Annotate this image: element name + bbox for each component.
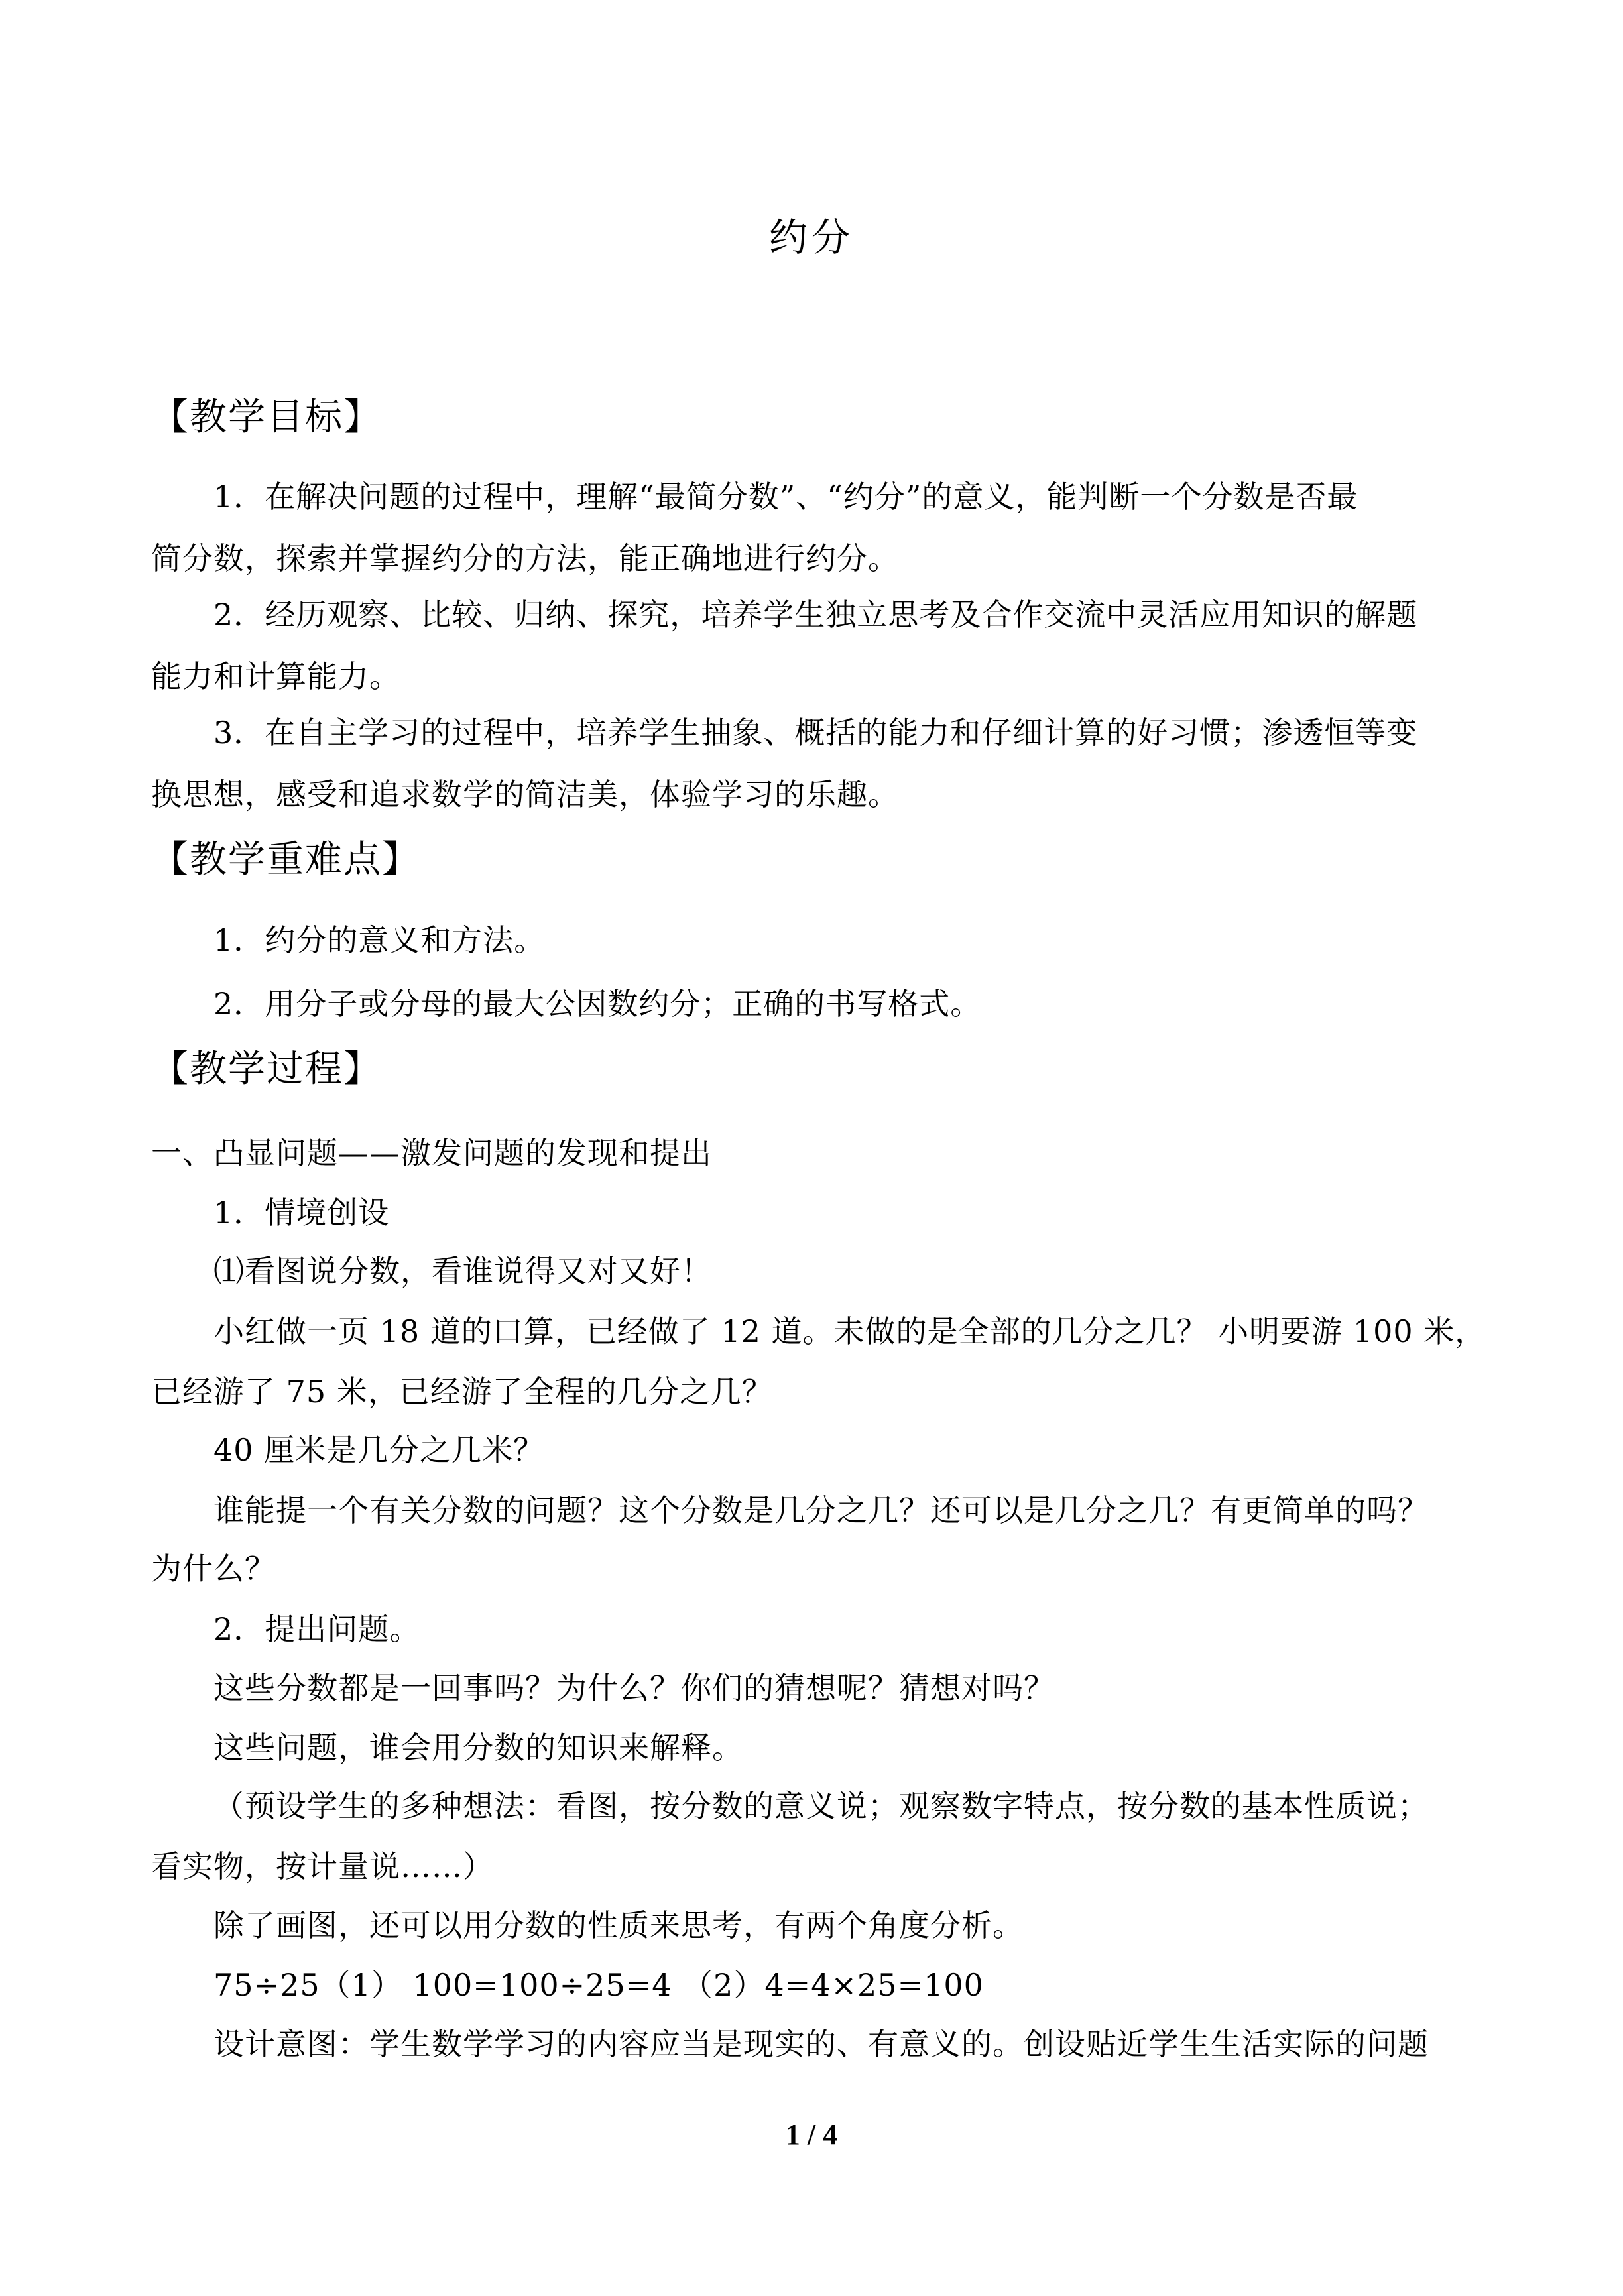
text-line: 简分数，探索并掌握约分的方法，能正确地进行约分。 bbox=[151, 540, 899, 576]
heading-teaching-process: 【教学过程】 bbox=[151, 1048, 382, 1091]
text-line: 能力和计算能力。 bbox=[151, 658, 400, 694]
text-line: （预设学生的多种想法：看图，按分数的意义说；观察数字特点，按分数的基本性质说； bbox=[213, 1788, 1429, 1824]
text-line: 看实物，按计量说……） bbox=[151, 1848, 494, 1884]
text-line: 2．经历观察、比较、归纳、探究，培养学生独立思考及合作交流中灵活应用知识的解题 bbox=[213, 597, 1418, 633]
text-line: 1．约分的意义和方法。 bbox=[213, 922, 546, 958]
text-line: 这些分数都是一回事吗？为什么？你们的猜想呢？猜想对吗？ bbox=[213, 1670, 1055, 1706]
heading-teaching-goals: 【教学目标】 bbox=[151, 396, 382, 439]
text-line: 75÷25（1） 100=100÷25=4 （2）4=4×25=100 bbox=[213, 1967, 984, 2003]
text-line: 已经游了 75 米，已经游了全程的几分之几？ bbox=[151, 1374, 773, 1410]
text-line: 为什么？ bbox=[151, 1551, 276, 1587]
text-line: 换思想，感受和追求数学的简洁美，体验学习的乐趣。 bbox=[151, 776, 899, 812]
text-line: 2．提出问题。 bbox=[213, 1611, 421, 1647]
text-line: 这些问题，谁会用分数的知识来解释。 bbox=[213, 1730, 743, 1766]
text-line: 2．用分子或分母的最大公因数约分；正确的书写格式。 bbox=[213, 986, 982, 1022]
text-line: 谁能提一个有关分数的问题？这个分数是几分之几？还可以是几分之几？有更简单的吗？ bbox=[213, 1492, 1429, 1528]
page-title: 约分 bbox=[768, 215, 854, 260]
text-line: ⑴看图说分数，看谁说得又对又好！ bbox=[213, 1253, 712, 1289]
heading-key-points: 【教学重难点】 bbox=[151, 838, 420, 881]
text-line: 设计意图：学生数学学习的内容应当是现实的、有意义的。创设贴近学生生活实际的问题 bbox=[213, 2026, 1429, 2062]
text-line: 40 厘米是几分之几米？ bbox=[213, 1432, 545, 1468]
page-number: 1 / 4 bbox=[785, 2118, 838, 2151]
text-line: 小红做一页 18 道的口算，已经做了 12 道。未做的是全部的几分之几？ 小明要游 100 米， bbox=[213, 1313, 1486, 1349]
text-line: 除了画图，还可以用分数的性质来思考，有两个角度分析。 bbox=[213, 1907, 1024, 1943]
text-line: 一、凸显问题——激发问题的发现和提出 bbox=[151, 1135, 712, 1171]
text-line: 1．在解决问题的过程中，理解“最简分数”、“约分”的意义，能判断一个分数是否最 bbox=[213, 479, 1358, 514]
text-line: 1．情境创设 bbox=[213, 1195, 390, 1231]
text-line: 3．在自主学习的过程中，培养学生抽象、概括的能力和仔细计算的好习惯；渗透恒等变 bbox=[213, 715, 1418, 751]
